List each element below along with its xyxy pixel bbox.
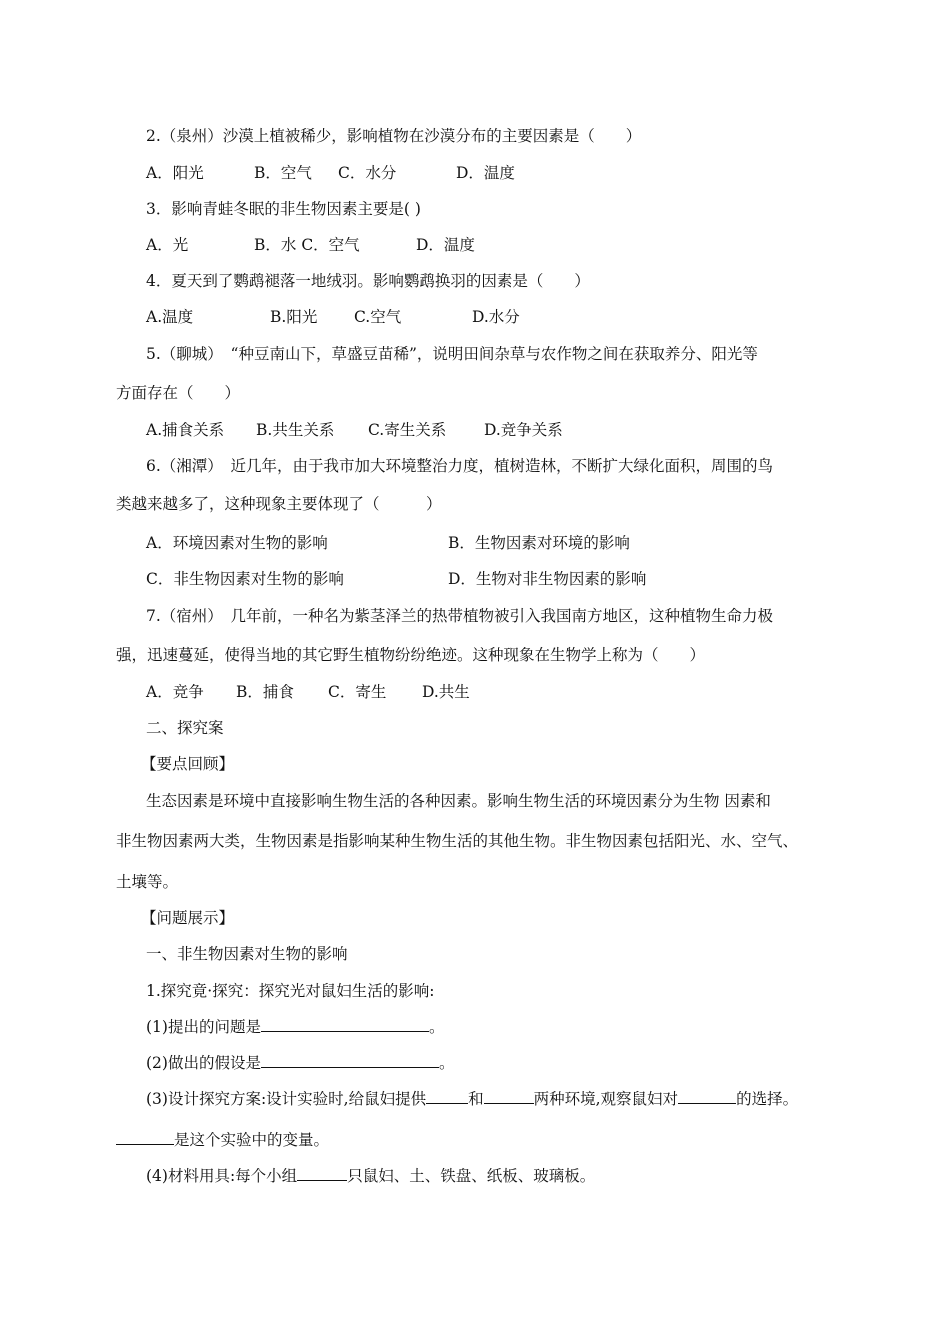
- q5-option-d: D.竞争关系: [484, 421, 563, 439]
- choice-blank[interactable]: [678, 1089, 736, 1104]
- q2-option-b: B．空气: [254, 164, 312, 182]
- design-text-b: 和: [468, 1090, 484, 1108]
- question-5-stem-line1: 5.（聊城） “种豆南山下，草盛豆苗稀”，说明田间杂草与农作物之间在获取养分、阳光等: [146, 345, 758, 363]
- materials-count-blank[interactable]: [297, 1166, 347, 1181]
- q3-option-a: A．光: [146, 236, 189, 254]
- q5-option-a: A.捕食关系: [146, 421, 225, 439]
- question-2-options: [146, 163, 515, 183]
- design-text-d: 的选择。: [736, 1090, 799, 1108]
- materials-text-a: (4)材料用具:每个小组: [146, 1167, 298, 1185]
- materials-text-b: 只鼠妇、土、铁盘、纸板、玻璃板。: [347, 1167, 596, 1185]
- hypothesis-line: [146, 1053, 454, 1073]
- variable-blank[interactable]: [116, 1130, 174, 1145]
- environment-blank-1[interactable]: [426, 1089, 468, 1104]
- question-4-stem: 4．夏天到了鹦鹉褪落一地绒羽。影响鹦鹉换羽的因素是（ ）: [146, 272, 590, 290]
- environment-blank-2[interactable]: [484, 1089, 534, 1104]
- question-3-options: [146, 235, 475, 255]
- q5-option-c: C.寄生关系: [368, 421, 447, 439]
- q4-option-a: A.温度: [146, 308, 194, 326]
- question-5-stem-line2: 方面存在（ ）: [116, 384, 241, 402]
- design-text-a: (3)设计探究方案:设计实验时,给鼠妇提供: [146, 1090, 427, 1108]
- design-line: [146, 1089, 798, 1109]
- design-text-c: 两种环境,观察鼠妇对: [533, 1090, 679, 1108]
- q6-option-b: B．生物因素对环境的影响: [448, 534, 630, 552]
- hypothesis-label: (2)做出的假设是: [146, 1054, 261, 1072]
- variable-text: 是这个实验中的变量。: [174, 1131, 330, 1149]
- q3-option-d: D．温度: [416, 236, 475, 254]
- question-6-stem-line2: 类越来越多了，这种现象主要体现了（ ）: [116, 495, 442, 513]
- question-2-stem: 2.（泉州）沙漠上植被稀少，影响植物在沙漠分布的主要因素是（ ）: [146, 127, 642, 145]
- question-7-options: [146, 682, 470, 702]
- question-6-options-row1: [146, 533, 630, 553]
- q4-option-d: D.水分: [472, 308, 520, 326]
- q2-option-a: A．阳光: [146, 164, 204, 182]
- q2-option-d: D．温度: [456, 164, 515, 182]
- review-line-3: 土壤等。: [116, 873, 179, 891]
- q7-option-c: C．寄生: [328, 683, 387, 701]
- question-3-stem: 3．影响青蛙冬眠的非生物因素主要是( ): [146, 200, 421, 218]
- inquiry-item-1: 1.探究竟·探究：探究光对鼠妇生活的影响:: [146, 982, 435, 1000]
- variable-line: [116, 1130, 329, 1150]
- q2-option-c: C．水分: [338, 164, 397, 182]
- q7-option-b: B．捕食: [236, 683, 294, 701]
- q3-option-bc: B．水 C．空气: [254, 236, 360, 254]
- inquiry-question-line: [146, 1017, 444, 1037]
- q7-option-a: A．竞争: [146, 683, 204, 701]
- problem-heading: 【问题展示】: [141, 909, 235, 927]
- question-5-options: [146, 420, 563, 440]
- question-label: (1)提出的问题是: [146, 1018, 261, 1036]
- hypothesis-period: 。: [438, 1054, 455, 1072]
- hypothesis-blank[interactable]: [261, 1053, 439, 1068]
- materials-line: [146, 1166, 595, 1186]
- question-period: 。: [428, 1018, 445, 1036]
- q5-option-b: B.共生关系: [256, 421, 335, 439]
- question-7-stem-line1: 7.（宿州） 几年前，一种名为紫茎泽兰的热带植物被引入我国南方地区，这种植物生命力极: [146, 607, 774, 625]
- q7-option-d: D.共生: [422, 683, 470, 701]
- q4-option-c: C.空气: [354, 308, 402, 326]
- q6-option-a: A．环境因素对生物的影响: [146, 534, 328, 552]
- review-line-2: 非生物因素两大类，生物因素是指影响某种生物生活的其他生物。非生物因素包括阳光、水、空气、: [116, 832, 799, 850]
- subsection-heading: 一、非生物因素对生物的影响: [146, 945, 348, 963]
- review-line-1: 生态因素是环境中直接影响生物生活的各种因素。影响生物生活的环境因素分为生物 因素和: [146, 792, 771, 810]
- question-7-stem-line2: 强，迅速蔓延，使得当地的其它野生植物纷纷绝迹。这种现象在生物学上称为（ ）: [116, 646, 706, 664]
- q6-option-c: C．非生物因素对生物的影响: [146, 570, 344, 588]
- q6-option-d: D．生物对非生物因素的影响: [448, 570, 647, 588]
- q4-option-b: B.阳光: [270, 308, 318, 326]
- section-heading: 二、探究案: [146, 719, 224, 737]
- question-4-options: [146, 307, 520, 327]
- question-6-stem-line1: 6.（湘潭） 近几年，由于我市加大环境整治力度，植树造林，不断扩大绿化面积，周围的鸟: [146, 457, 774, 475]
- review-heading: 【要点回顾】: [141, 755, 235, 773]
- question-blank[interactable]: [261, 1017, 429, 1032]
- question-6-options-row2: [146, 569, 646, 589]
